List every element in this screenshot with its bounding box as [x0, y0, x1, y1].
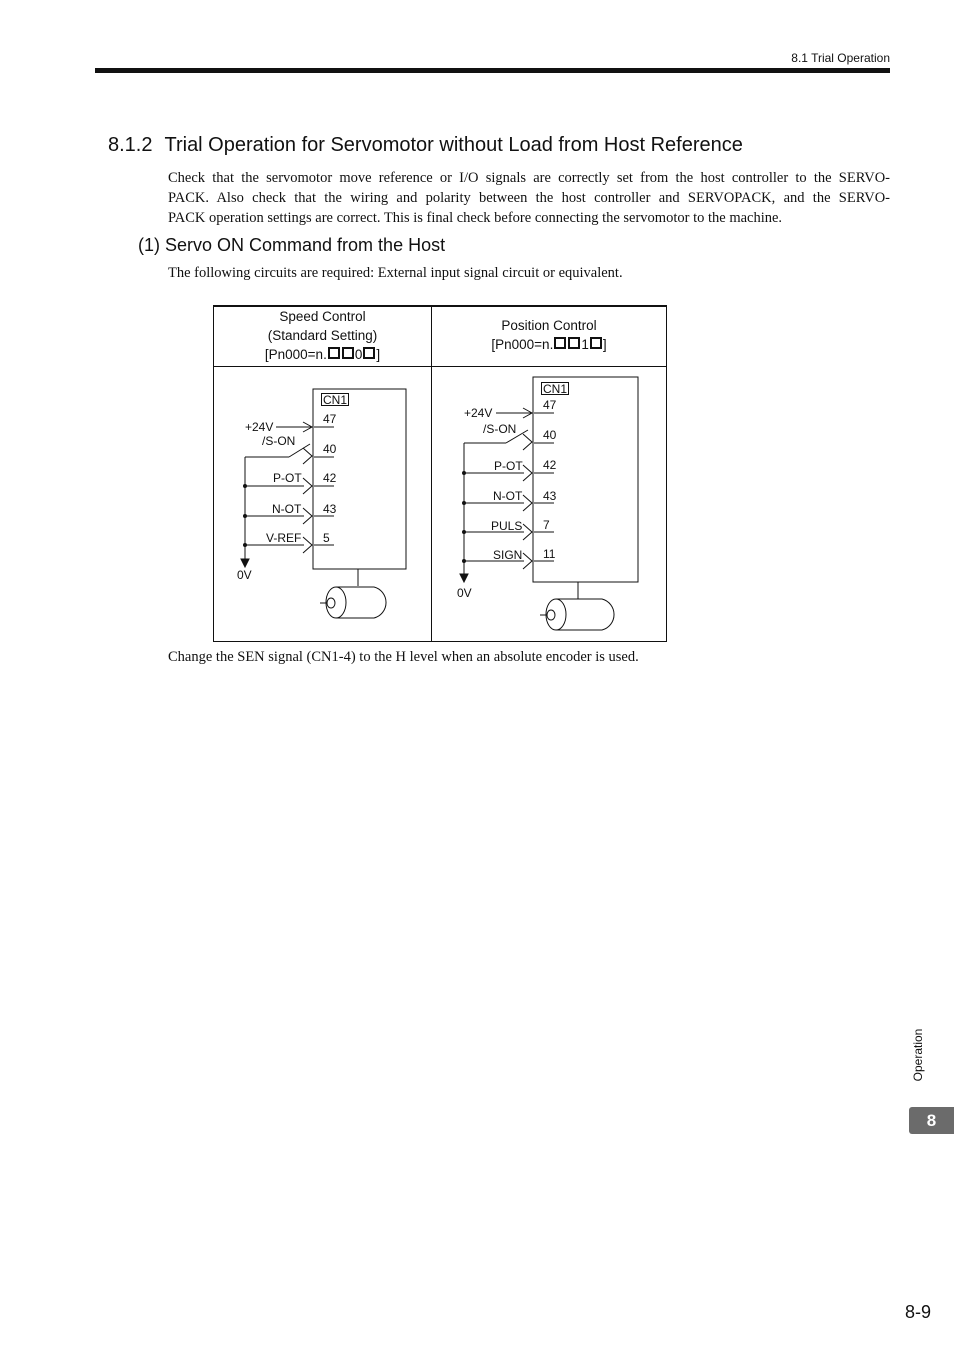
wiring-table: [213, 305, 667, 642]
speed-supply-label: +24V: [245, 420, 274, 434]
speed-parameter: [Pn000=n. 0 ]: [264, 347, 381, 362]
page-number: 8-9: [904, 1302, 931, 1322]
position-signal-label: P-OT: [494, 459, 523, 473]
intro-line: PACK operation settings are correct. This is final check before connecting the servomotor to the machine.: [168, 210, 783, 226]
position-cn1-label: CN1: [543, 382, 568, 396]
subsection-title: (1) Servo ON Command from the Host: [138, 235, 446, 255]
speed-signal-label: /S-ON: [262, 434, 296, 448]
encoder-note: Change the SEN signal (CN1-4) to the H level when an absolute encoder is used.: [168, 649, 639, 665]
speed-pin-label: 42: [323, 471, 337, 485]
speed-signal-label: V-REF: [266, 531, 302, 545]
speed-subtitle: (Standard Setting): [267, 328, 378, 343]
position-pin-label: 7: [543, 518, 550, 532]
position-signal-label: SIGN: [493, 548, 523, 562]
position-pin-label: 40: [543, 428, 557, 442]
speed-signal-label: N-OT: [272, 502, 302, 516]
position-pin-label: 42: [543, 458, 557, 472]
speed-title: Speed Control: [279, 309, 366, 324]
speed-pin-label: 40: [323, 442, 337, 456]
position-signal-label: /S-ON: [483, 422, 517, 436]
position-signal-label: N-OT: [493, 489, 523, 503]
position-pin-label: 47: [543, 398, 557, 412]
position-ground-label: 0V: [457, 586, 472, 600]
section-number: 8.1.2: [108, 134, 153, 156]
chapter-side-label: Operation: [911, 1028, 925, 1082]
wiring-diagrams: [214, 307, 666, 642]
speed-pin-label: 47: [323, 412, 337, 426]
section-title: [108, 134, 743, 157]
speed-pin-label: 43: [323, 502, 337, 516]
position-signal-label: PULS: [491, 519, 523, 533]
position-supply-label: +24V: [464, 406, 493, 420]
section-title-text: Trial Operation for Servomotor without Load from Host Reference: [164, 134, 743, 156]
position-parameter: [Pn000=n. 1 ]: [491, 337, 607, 352]
header-rule: [95, 68, 890, 73]
intro-line: PACK. Also check that the wiring and polarity between the host controller and SERVOPACK, and the SERVO-: [168, 190, 890, 206]
speed-ground-label: 0V: [237, 568, 252, 582]
position-title: Position Control: [501, 318, 597, 333]
chapter-tab: 8: [909, 1107, 954, 1134]
speed-signal-label: P-OT: [273, 471, 302, 485]
running-header: 8.1 Trial Operation: [791, 51, 890, 65]
subsection-text: The following circuits are required: External input signal circuit or equivalent.: [168, 265, 623, 281]
intro-line: Check that the servomotor move reference or I/O signals are correctly set from the host controller to the SERVO-: [168, 170, 890, 186]
speed-pin-label: 5: [323, 531, 330, 545]
position-pin-label: 11: [543, 547, 556, 561]
position-pin-label: 43: [543, 489, 557, 503]
intro-paragraph: [168, 168, 890, 228]
speed-cn1-label: CN1: [323, 393, 348, 407]
